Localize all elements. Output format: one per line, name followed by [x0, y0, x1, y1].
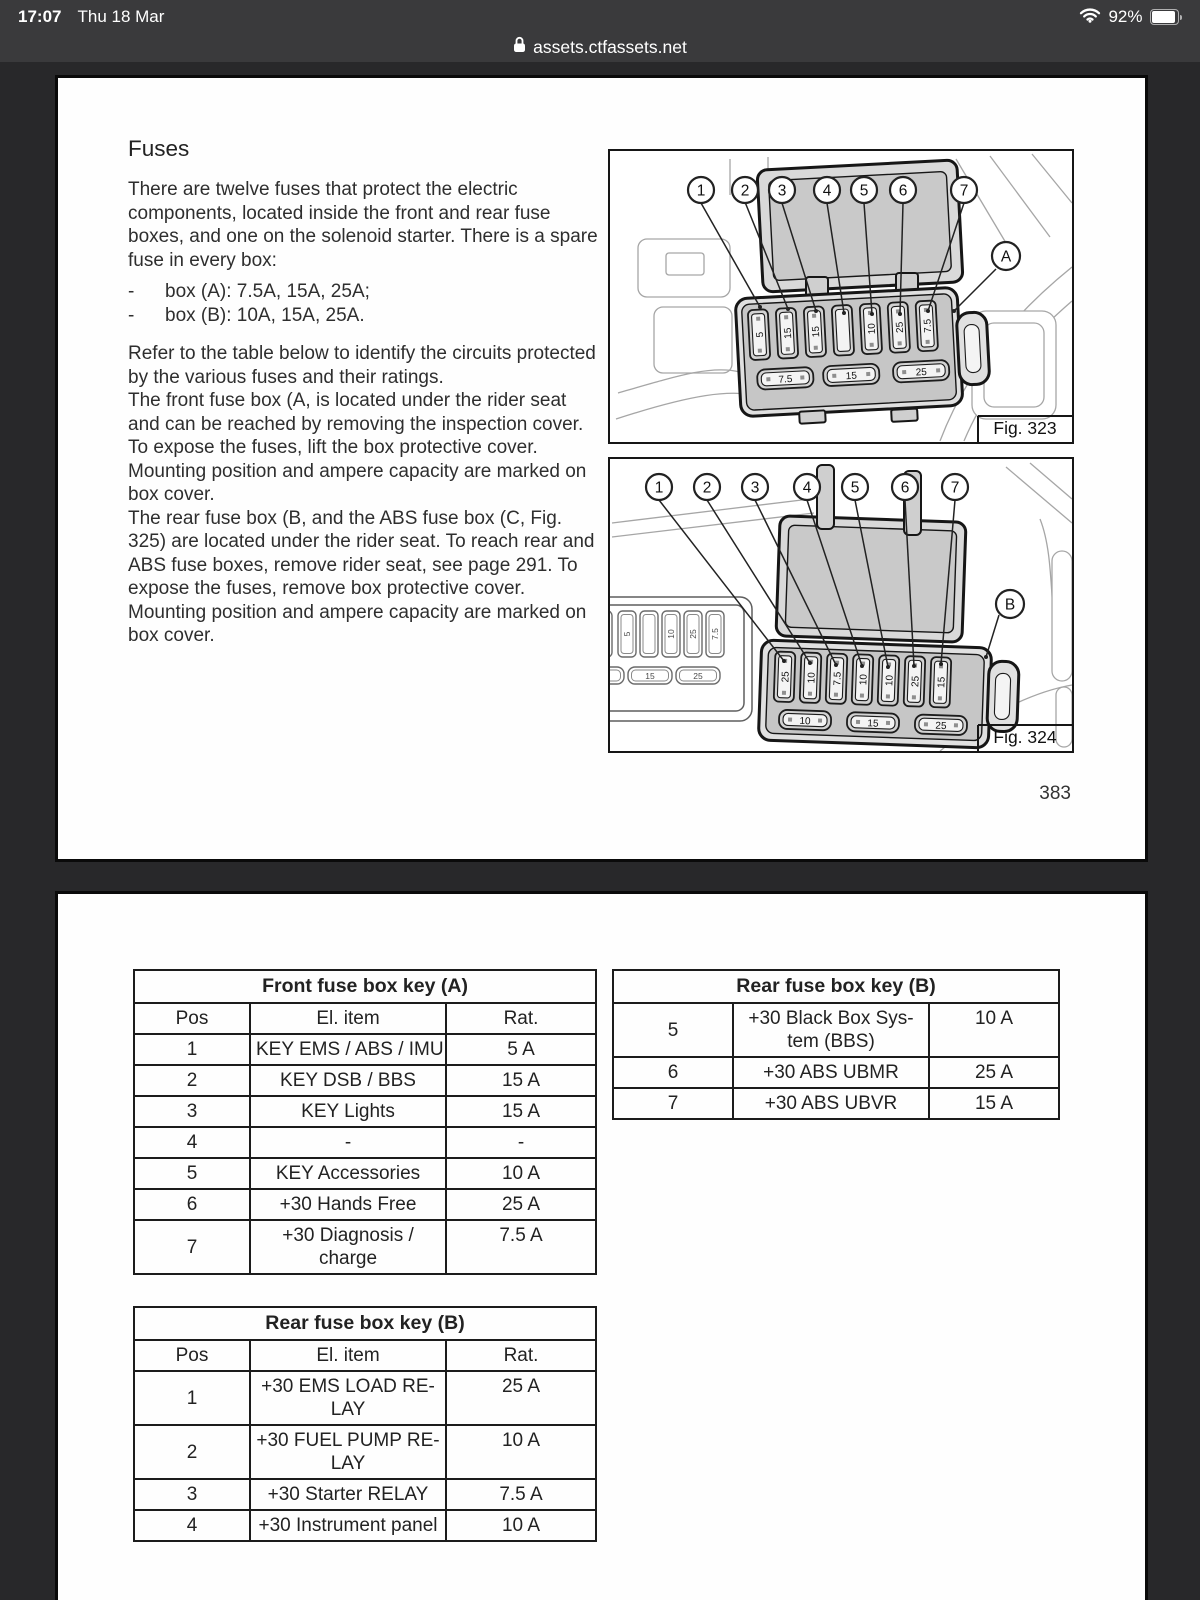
- table-row: 5 +30 Black Box Sys- tem (BBS) 10 A: [613, 1003, 1059, 1057]
- svg-text:25: 25: [688, 629, 698, 639]
- table-row: 6 +30 Hands Free 25 A: [134, 1189, 596, 1220]
- svg-text:B: B: [1004, 596, 1016, 614]
- paragraph: The front fuse box (A, is located under the rider seat and can be reached by removing the inspection cover. To expose the fuses, lift the box protective cover. Mounting position and ampere capacity are marked on box cover.: [128, 390, 587, 505]
- table-row: 7 +30 ABS UBVR 15 A: [613, 1088, 1059, 1119]
- svg-text:1: 1: [654, 479, 664, 497]
- battery-percent: 92%: [1108, 7, 1143, 26]
- left-fuse-box-outline: [610, 597, 752, 721]
- pdf-page-383: [55, 75, 1148, 862]
- table-title: Rear fuse box key (B): [613, 970, 1059, 1003]
- svg-text:25: 25: [780, 671, 792, 683]
- svg-text:5: 5: [754, 331, 767, 338]
- svg-text:4: 4: [802, 479, 812, 497]
- figure-323-illustration: [610, 151, 1072, 442]
- svg-text:7: 7: [950, 479, 960, 497]
- rear-fuse-box-table: [133, 1306, 597, 1542]
- table-row: 4 - -: [134, 1127, 596, 1158]
- table-header-row: Pos El. item Rat.: [134, 1340, 596, 1371]
- table-row: 4 +30 Instrument panel 10 A: [134, 1510, 596, 1541]
- svg-text:6: 6: [898, 182, 908, 200]
- section-heading: Fuses: [128, 136, 190, 161]
- svg-text:7: 7: [959, 182, 969, 200]
- svg-text:5: 5: [850, 479, 860, 497]
- svg-text:3: 3: [777, 182, 787, 200]
- svg-text:10: 10: [866, 322, 879, 335]
- svg-text:7.5: 7.5: [922, 318, 935, 334]
- table-row: 2 +30 FUEL PUMP RE- LAY 10 A: [134, 1425, 596, 1479]
- battery-icon: [1150, 9, 1183, 25]
- svg-text:3: 3: [750, 479, 760, 497]
- pdf-page-384: [55, 891, 1148, 1600]
- svg-text:7.5: 7.5: [832, 671, 844, 686]
- table-title: Front fuse box key (A): [134, 970, 596, 1003]
- svg-text:10: 10: [806, 672, 818, 684]
- figure-323: [608, 149, 1074, 444]
- page-number: 383: [1039, 783, 1071, 804]
- front-fuse-box-table: [133, 969, 597, 1275]
- table-row: 3 KEY Lights 15 A: [134, 1096, 596, 1127]
- svg-text:25: 25: [915, 366, 928, 379]
- list-item: - box (B): 10A, 15A, 25A.: [128, 305, 365, 326]
- svg-text:7.5: 7.5: [778, 374, 793, 386]
- table-row: 1 +30 EMS LOAD RE- LAY 25 A: [134, 1371, 596, 1425]
- list-item: - box (A): 7.5A, 15A, 25A;: [128, 281, 370, 302]
- lock-icon: [513, 36, 526, 58]
- svg-text:2: 2: [702, 479, 712, 497]
- table-row: 7 +30 Diagnosis / charge 7.5 A: [134, 1220, 596, 1274]
- figure-324: [608, 457, 1074, 753]
- table-row: 1 KEY EMS / ABS / IMU 5 A: [134, 1034, 596, 1065]
- svg-text:25: 25: [935, 720, 947, 733]
- svg-text:10: 10: [884, 674, 896, 687]
- url-domain: assets.ctfassets.net: [533, 36, 687, 57]
- svg-text:1: 1: [696, 182, 706, 200]
- svg-text:6: 6: [900, 479, 910, 497]
- rear-fuse-box-table-continued: [612, 969, 1060, 1120]
- paragraph: The rear fuse box (B, and the ABS fuse box (C, Fig. 325) are located under the rider seat. To reach rear and ABS fuse boxes, remove rider seat, see page 291. To expose the fuses, remove box protective cover. Mounting position and ampere capacity are marked on box cover.: [128, 507, 595, 646]
- svg-text:7.5: 7.5: [710, 628, 720, 640]
- text-column: [128, 136, 598, 648]
- address-bar[interactable]: [0, 32, 1200, 62]
- table-row: 5 KEY Accessories 10 A: [134, 1158, 596, 1189]
- svg-text:10: 10: [799, 715, 811, 728]
- table-row: 6 +30 ABS UBMR 25 A: [613, 1057, 1059, 1088]
- svg-text:15: 15: [645, 671, 655, 681]
- svg-text:A: A: [1000, 248, 1012, 266]
- svg-text:15: 15: [810, 325, 823, 338]
- status-bar: [0, 0, 1200, 32]
- status-time: 17:07: [18, 7, 62, 26]
- pdf-viewer-canvas: [0, 62, 1200, 1600]
- table-row: 2 KEY DSB / BBS 15 A: [134, 1065, 596, 1096]
- svg-text:10: 10: [666, 629, 676, 639]
- svg-text:25: 25: [894, 321, 907, 334]
- figure-caption: Fig. 323: [993, 418, 1057, 438]
- wifi-icon: [1079, 7, 1101, 28]
- svg-text:15: 15: [845, 370, 858, 383]
- svg-text:5: 5: [622, 631, 632, 637]
- svg-text:2: 2: [740, 182, 750, 200]
- bullet-list: [128, 280, 598, 328]
- table-header-row: Pos El. item Rat.: [134, 1003, 596, 1034]
- figure-324-illustration: [610, 459, 1072, 751]
- svg-text:10: 10: [858, 673, 870, 686]
- svg-text:15: 15: [782, 327, 795, 339]
- svg-text:15: 15: [936, 676, 948, 689]
- paragraph: There are twelve fuses that protect the electric components, located inside the front and rear fuse boxes, and one on the solenoid starter. There is a spare fuse in every box:: [128, 179, 598, 271]
- svg-text:25: 25: [693, 671, 703, 681]
- svg-text:25: 25: [910, 675, 922, 688]
- svg-text:15: 15: [867, 718, 879, 730]
- svg-text:4: 4: [822, 182, 832, 200]
- svg-text:5: 5: [859, 182, 869, 200]
- table-title: Rear fuse box key (B): [134, 1307, 596, 1340]
- safari-header: [0, 0, 1200, 62]
- figure-caption: Fig. 324: [993, 727, 1057, 747]
- status-date: Thu 18 Mar: [77, 7, 165, 26]
- table-row: 3 +30 Starter RELAY 7.5 A: [134, 1479, 596, 1510]
- paragraph: Refer to the table below to identify the circuits protected by the various fuses and their ratings.: [128, 343, 596, 388]
